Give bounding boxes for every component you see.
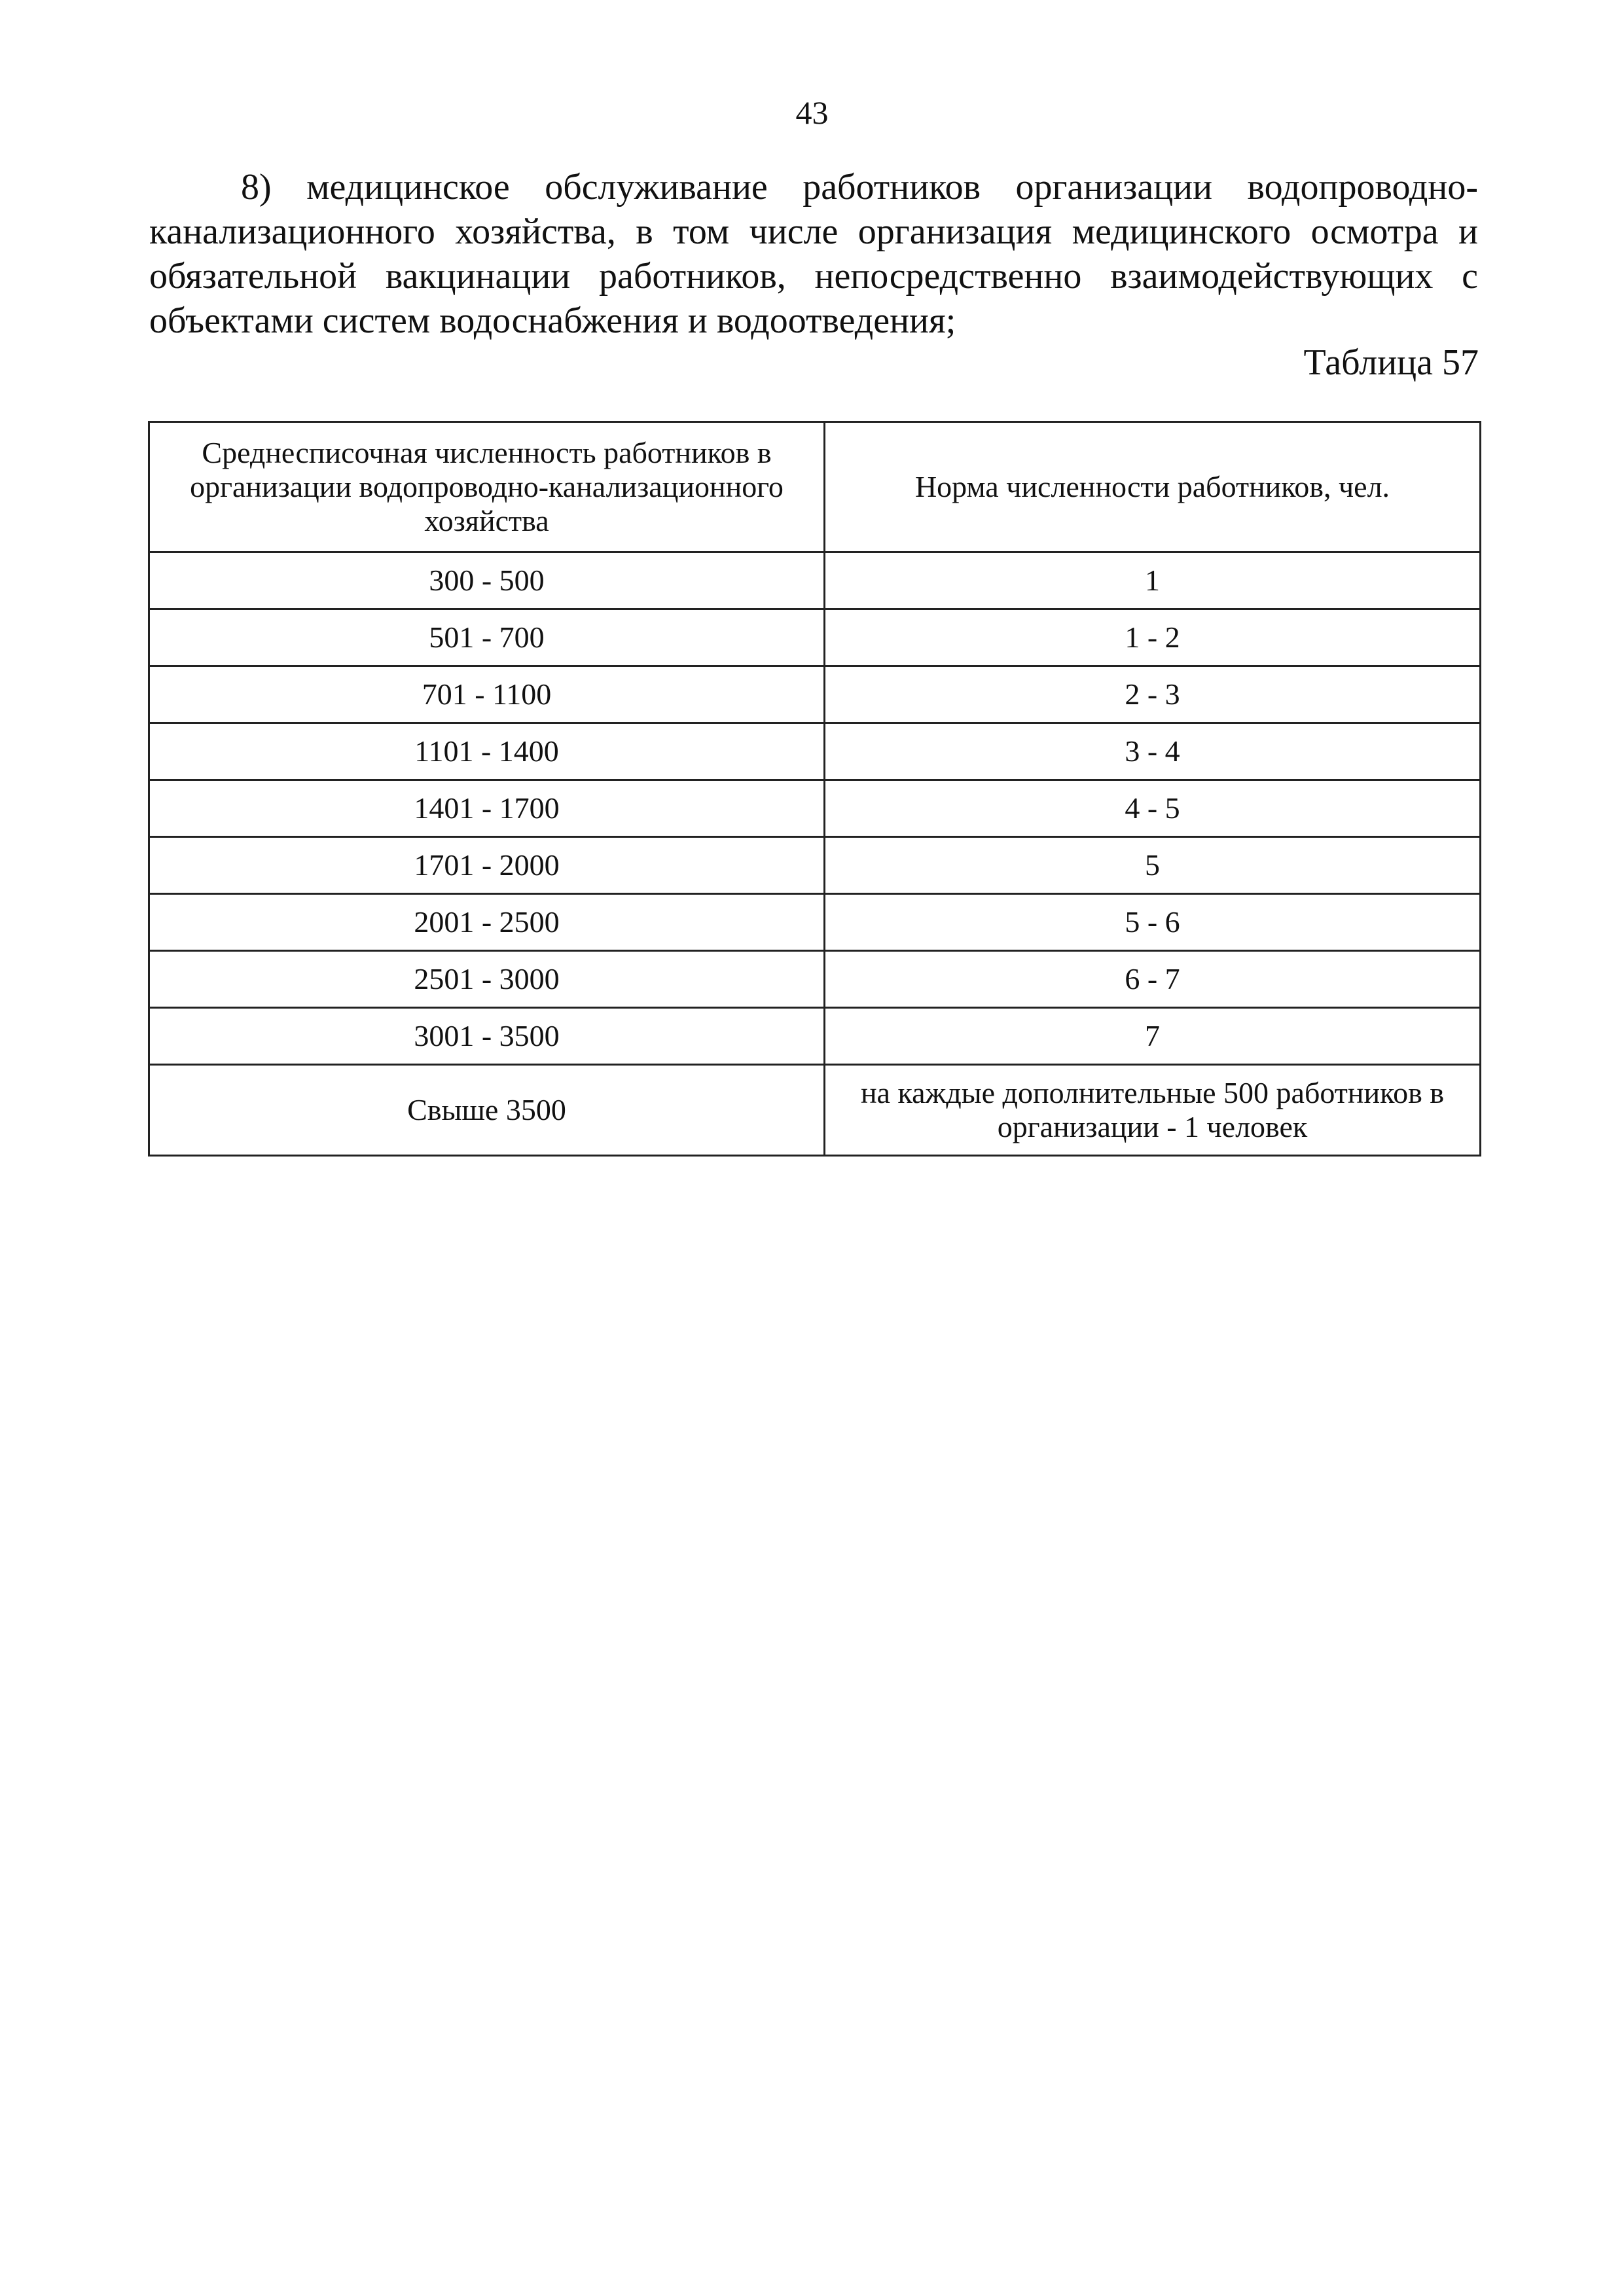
table-row bbox=[149, 1008, 1481, 1065]
table-row bbox=[149, 894, 1481, 951]
table-row bbox=[149, 666, 1481, 723]
cell-employee-range: 1401 - 1700 bbox=[149, 780, 825, 837]
table-row bbox=[149, 1065, 1481, 1156]
table-row bbox=[149, 837, 1481, 894]
table-row bbox=[149, 552, 1481, 609]
cell-employee-range: 300 - 500 bbox=[149, 552, 825, 609]
table-row bbox=[149, 609, 1481, 666]
cell-employee-range: Свыше 3500 bbox=[149, 1065, 825, 1156]
cell-employee-range: 2001 - 2500 bbox=[149, 894, 825, 951]
table-row bbox=[149, 723, 1481, 780]
cell-staff-norm: на каждые дополнительные 500 работников в организации - 1 человек bbox=[825, 1065, 1481, 1156]
cell-staff-norm: 1 bbox=[825, 552, 1481, 609]
table-row bbox=[149, 780, 1481, 837]
paragraph-item-8: 8) медицинское обслуживание работников организации водопроводно-канализационного хозяйства, в том числе организация медицинского осмотра и обязательной вакцинации работников, непосредственно взаимодействующих с объектами систем водоснабжения и водоотведения; bbox=[149, 167, 1478, 341]
header-employee-count: Среднесписочная численность работников в организации водопроводно-канализационного хозяйства bbox=[149, 422, 825, 552]
cell-staff-norm: 1 - 2 bbox=[825, 609, 1481, 666]
cell-staff-norm: 7 bbox=[825, 1008, 1481, 1065]
cell-employee-range: 701 - 1100 bbox=[149, 666, 825, 723]
cell-employee-range: 1101 - 1400 bbox=[149, 723, 825, 780]
table-caption: Таблица 57 bbox=[1303, 342, 1479, 383]
cell-staff-norm: 5 bbox=[825, 837, 1481, 894]
cell-employee-range: 2501 - 3000 bbox=[149, 951, 825, 1008]
table-row bbox=[149, 951, 1481, 1008]
table-header-row bbox=[149, 422, 1481, 552]
cell-staff-norm: 3 - 4 bbox=[825, 723, 1481, 780]
staffing-norms-table bbox=[148, 421, 1481, 1157]
cell-employee-range: 1701 - 2000 bbox=[149, 837, 825, 894]
cell-staff-norm: 4 - 5 bbox=[825, 780, 1481, 837]
cell-staff-norm: 6 - 7 bbox=[825, 951, 1481, 1008]
header-staff-norm: Норма численности работников, чел. bbox=[825, 422, 1481, 552]
cell-staff-norm: 5 - 6 bbox=[825, 894, 1481, 951]
page-number: 43 bbox=[795, 94, 829, 131]
cell-employee-range: 3001 - 3500 bbox=[149, 1008, 825, 1065]
cell-employee-range: 501 - 700 bbox=[149, 609, 825, 666]
cell-staff-norm: 2 - 3 bbox=[825, 666, 1481, 723]
